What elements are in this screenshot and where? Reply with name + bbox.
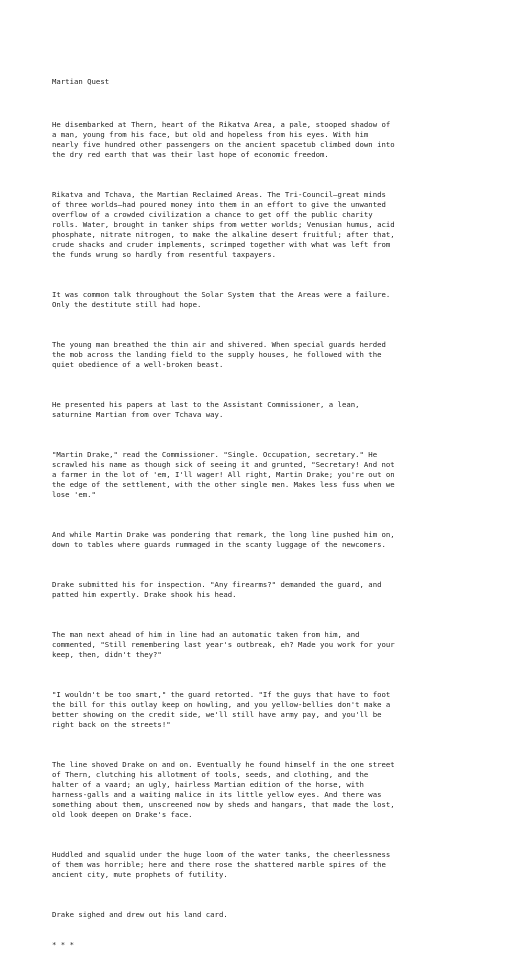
paragraph: The man next ahead of him in line had an automatic taken from him, and commented, "Still remembering last year's outbreak, eh? Made you work for your keep, then, didn't they?" bbox=[52, 630, 395, 659]
paragraph: "I wouldn't be too smart," the guard retorted. "If the guys that have to foot the bill for this outlay keep on howling, and you yellow-bellies don't make a better showing on the credit side, we'll still have army pay, and you'll be right back on the streets!" bbox=[52, 690, 391, 729]
paragraph: Drake submitted his for inspection. "Any firearms?" demanded the guard, and patted him expertly. Drake shook his head. bbox=[52, 580, 382, 599]
document-page bbox=[52, 57, 472, 960]
paragraph: He presented his papers at last to the Assistant Commissioner, a lean, saturnine Martian from over Tchava way. bbox=[52, 400, 360, 419]
section-break-marker: * * * bbox=[52, 940, 74, 949]
paragraph: Huddled and squalid under the huge loom of the water tanks, the cheerlessness of them was horrible; here and there rose the shattered marble spires of the ancient city, mute prophets of futility. bbox=[52, 850, 391, 879]
paragraph: The young man breathed the thin air and shivered. When special guards herded the mob across the landing field to the supply houses, he followed with the quiet obedience of a well-broken beast. bbox=[52, 340, 386, 369]
paragraph: "Martin Drake," read the Commissioner. "Single. Occupation, secretary." He scrawled his name as though sick of seeing it and grunted, "Secretary! And not a farmer in the lot of 'em, I'll wager! All right, Martin Drake; you're out on the edge of the settlement, with the other single men. Makes less fuss when we lose 'em." bbox=[52, 450, 395, 499]
paragraph: Rikatva and Tchava, the Martian Reclaimed Areas. The Tri-Council—great minds of three worlds—had poured money into them in an effort to give the unwanted overflow of a crowded civilization a chance to get off the public charity rolls. Water, brought in tanker ships from wetter worlds; Venusian humus, acid phosphate, nitrate nitrogen, to make the alkaline desert fruitful; after that, crude shacks and cruder implements, scrimped together with what was left from the funds wrung so hardly from resentful taxpayers. bbox=[52, 190, 395, 259]
paragraph: Drake sighed and drew out his land card. bbox=[52, 910, 228, 919]
paragraph: It was common talk throughout the Solar System that the Areas were a failure. Only the destitute still had hope. bbox=[52, 290, 391, 309]
paragraph: And while Martin Drake was pondering that remark, the long line pushed him on, down to tables where guards rummaged in the scanty luggage of the newcomers. bbox=[52, 530, 395, 549]
paragraph: He disembarked at Thern, heart of the Rikatva Area, a pale, stooped shadow of a man, young from his face, but old and hopeless from his eyes. With him nearly five hundred other passengers on the ancient spacetub climbed down into the dry red earth that was their last hope of economic freedom. bbox=[52, 120, 395, 159]
paragraph: The line shoved Drake on and on. Eventually he found himself in the one street of Thern, clutching his allotment of tools, seeds, and clothing, and the halter of a vaard; an ugly, hairless Martian edition of the horse, with harness-galls and a waiting malice in its little yellow eyes. And there was something about them, unscreened now by sheds and hangars, that made the lost, old look deepen on Drake's face. bbox=[52, 760, 395, 819]
document-title: Martian Quest bbox=[52, 77, 110, 86]
